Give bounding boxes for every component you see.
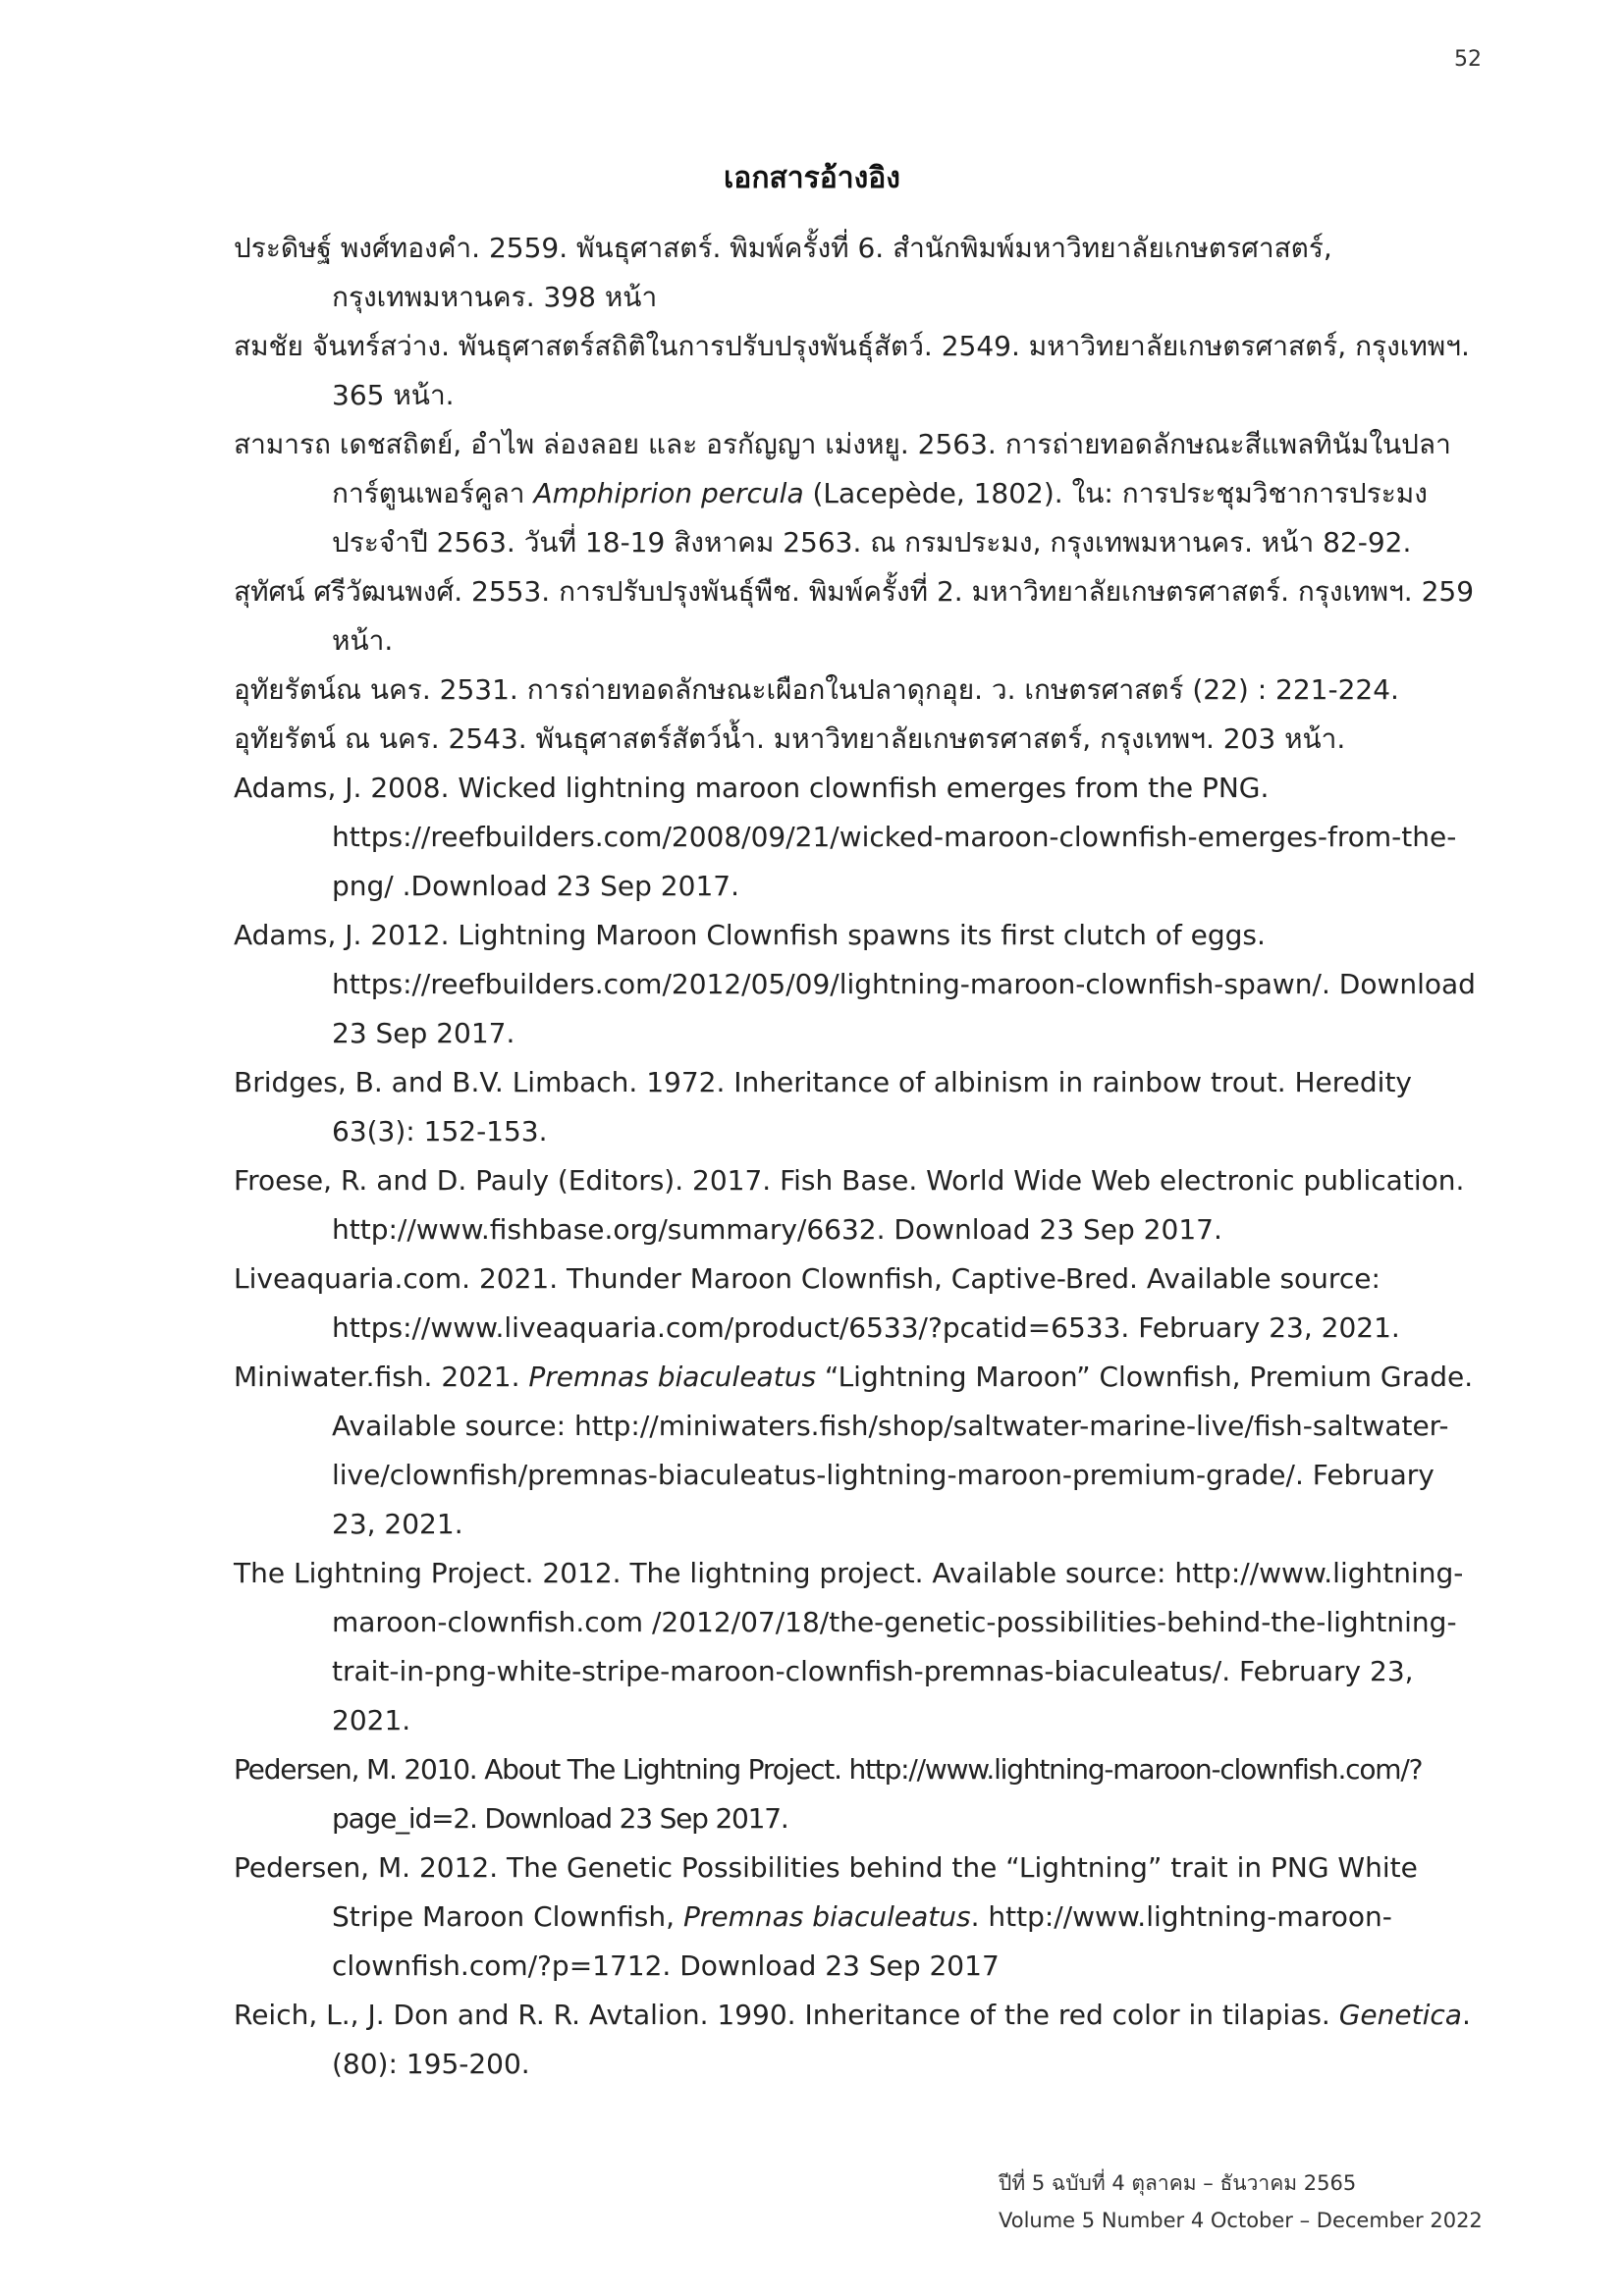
reference-entry [234,1549,1481,1745]
footer-thai: ปีที่ 5 ฉบับที่ 4 ตุลาคม – ธันวาคม 2565 [999,2171,1357,2195]
reference-entry [234,666,1481,715]
reference-text: ประดิษฐ์ พงศ์ทองคำ. 2559. พันธุศาสตร์. พิมพ์ครั้งที่ 6. สำนักพิมพ์มหาวิทยาลัยเกษตรศาสตร์, กรุงเทพมหานคร. 398 หน้า [234,232,1332,313]
reference-entry [234,1745,1481,1843]
reference-text: สุทัศน์ ศรีวัฒนพงศ์. 2553. การปรับปรุงพันธุ์พืช. พิมพ์ครั้งที่ 2. มหาวิทยาลัยเกษตรศาสตร์. กรุงเทพฯ. 259 หน้า. [234,575,1475,657]
page-title: เอกสารอ้างอิง [724,161,900,196]
reference-entry [234,1156,1481,1255]
reference-text: Froese, R. and D. Pauly (Editors). 2017. Fish Base. World Wide Web electronic publication. http://www.fishbase.org/summary/6632. Download 23 Sep 2017. [234,1164,1465,1246]
reference-text: สามารถ เดชสถิตย์, อำไพ ล่องลอย และ อรกัญญา เม่งหยู. 2563. การถ่ายทอดลักษณะสีแพลทินัมในปลาการ์ตูนเพอร์คูลา [234,428,1451,509]
reference-italic-text: Premnas biaculeatus [528,1361,817,1393]
reference-text: Bridges, B. and B.V. Limbach. 1972. Inheritance of albinism in rainbow trout. Heredity 63(3): 152-153. [234,1066,1412,1148]
footer [999,2164,1483,2239]
page-number: 52 [1454,47,1482,72]
reference-italic-text: Amphiprion percula [533,477,804,509]
reference-entry [234,1058,1481,1156]
footer-english: Volume 5 Number 4 October – December 2022 [999,2209,1483,2232]
reference-entry [234,911,1481,1058]
reference-text-continued: (Lacepède, 1802). ใน: การประชุมวิชาการประมงประจำปี 2563. วันที่ 18-19 สิงหาคม 2563. ณ กรมประมง, กรุงเทพมหานคร. หน้า 82-92. [332,477,1428,559]
reference-entry [234,1843,1481,1991]
reference-text: อุทัยรัตน์ณ นคร. 2531. การถ่ายทอดลักษณะเผือกในปลาดุกอุย. ว. เกษตรศาสตร์ (22) : 221-224. [234,673,1399,706]
reference-text: Adams, J. 2012. Lightning Maroon Clownfish spawns its first clutch of eggs. https://reefbuilders.com/2012/05/09/lightning-maroon-clownfish-spawn/. Download 23 Sep 2017. [234,919,1476,1049]
reference-entry [234,1353,1481,1549]
reference-text-continued: . (80): 195-200. [332,1999,1471,2080]
reference-entry [234,224,1481,322]
reference-italic-text: Genetica [1338,1999,1462,2031]
reference-entry [234,764,1481,911]
reference-entry [234,322,1481,420]
reference-list [234,224,1481,2089]
reference-entry [234,420,1481,567]
reference-entry [234,1991,1481,2089]
reference-entry [234,715,1481,764]
reference-text: Adams, J. 2008. Wicked lightning maroon clownfish emerges from the PNG. https://reefbuilders.com/2008/09/21/wicked-maroon-clownfish-emerges-from-the-png/ .Download 23 Sep 2017. [234,772,1457,902]
reference-text: Reich, L., J. Don and R. R. Avtalion. 1990. Inheritance of the red color in tilapias. [234,1999,1339,2031]
reference-text: Liveaquaria.com. 2021. Thunder Maroon Clownfish, Captive-Bred. Available source: https://www.liveaquaria.com/product/6533/?pcatid=6533. February 23, 2021. [234,1262,1400,1344]
reference-text: Pedersen, M. 2010. About The Lightning Project. http://www.lightning-maroon-clownfish.com/?page_id=2. Download 23 Sep 2017. [234,1753,1423,1835]
reference-italic-text: Premnas biaculeatus [682,1900,971,1933]
reference-entry [234,1255,1481,1353]
reference-text: Miniwater.fish. 2021. [234,1361,529,1393]
reference-text: The Lightning Project. 2012. The lightning project. Available source: http://www.lightning-maroon-clownfish.com /2012/07/18/the-genetic-possibilities-behind-the-lightning-trait-in-png-white-stripe-maroon-clownfish-premnas-biaculeatus/. February 23, 2021. [234,1557,1464,1736]
reference-text: อุทัยรัตน์ ณ นคร. 2543. พันธุศาสตร์สัตว์น้ำ. มหาวิทยาลัยเกษตรศาสตร์, กรุงเทพฯ. 203 หน้า. [234,722,1346,755]
reference-text-continued: . http://www.lightning-maroon-clownfish.com/?p=1712. Download 23 Sep 2017 [332,1900,1392,1982]
reference-text-continued: “Lightning Maroon” Clownfish, Premium Grade. Available source: http://miniwaters.fish/shop/saltwater-marine-live/fish-saltwater-live/clownfish/premnas-biaculeatus-lightning-maroon-premium-grade/. February 23, 2021. [332,1361,1474,1540]
reference-entry [234,567,1481,666]
reference-text: สมชัย จันทร์สว่าง. พันธุศาสตร์สถิติในการปรับปรุงพันธุ์สัตว์. 2549. มหาวิทยาลัยเกษตรศาสตร์, กรุงเทพฯ. 365 หน้า. [234,330,1470,411]
reference-text: Pedersen, M. 2012. The Genetic Possibilities behind the “Lightning” trait in PNG White Stripe Maroon Clownfish, [234,1851,1418,1933]
